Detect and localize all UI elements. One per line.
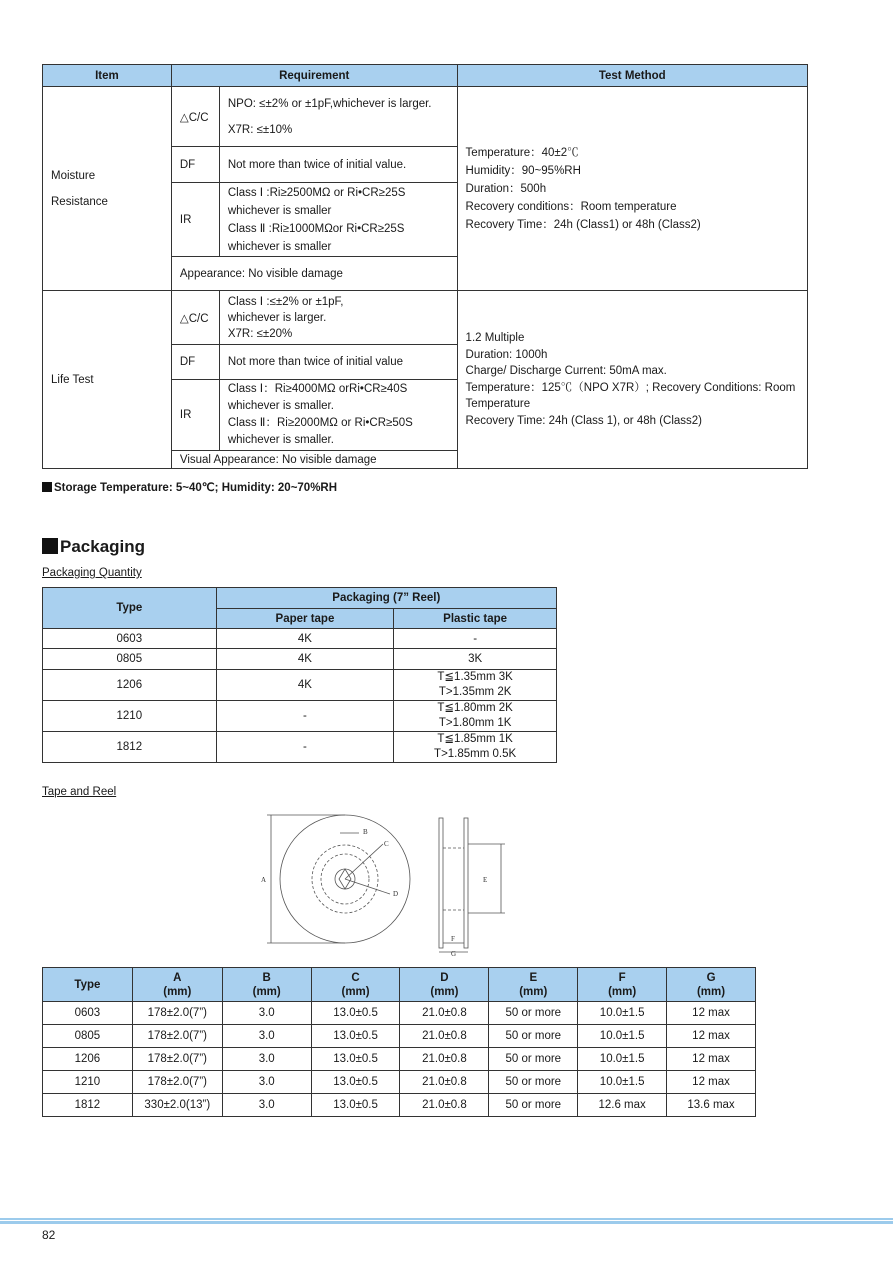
life-ir-label: IR — [171, 380, 219, 451]
dim-cell: 21.0±0.8 — [400, 1048, 489, 1071]
dim-header-type — [43, 968, 133, 1002]
dim-table-body — [43, 1002, 756, 1117]
table-row — [43, 701, 557, 732]
pack-cell-paper: 4K — [216, 670, 394, 701]
dim-cell: 13.0±0.5 — [311, 1002, 400, 1025]
dim-cell-type: 1812 — [43, 1094, 133, 1117]
bullet-square-icon — [42, 538, 58, 554]
plastic-line: T>1.85mm 0.5K — [434, 748, 517, 760]
label-e: E — [483, 876, 488, 884]
dim-header-name: F — [618, 971, 626, 984]
moisture-method-line: Duration：500h — [465, 182, 547, 195]
dim-cell: 21.0±0.8 — [400, 1094, 489, 1117]
dim-header-name: G — [706, 971, 716, 984]
label-f: F — [451, 935, 455, 943]
dim-header-name: E — [529, 971, 538, 984]
life-appearance: Visual Appearance: No visible damage — [171, 451, 457, 469]
dim-cell: 10.0±1.5 — [578, 1002, 667, 1025]
dim-header-name: Type — [74, 978, 101, 991]
table-row — [43, 1002, 756, 1025]
dim-cell-type: 0603 — [43, 1002, 133, 1025]
dim-cell: 10.0±1.5 — [578, 1048, 667, 1071]
dim-cell: 50 or more — [489, 1071, 578, 1094]
moisture-cc-line-2: X7R: ≤±10% — [227, 123, 293, 136]
dim-header — [667, 968, 756, 1002]
dim-cell: 12 max — [667, 1002, 756, 1025]
pack-cell-type: 1210 — [43, 701, 217, 732]
dim-cell: 13.0±0.5 — [311, 1094, 400, 1117]
table-row — [43, 649, 557, 670]
dim-cell-type: 0805 — [43, 1025, 133, 1048]
life-ir-line: Class Ⅱ：Ri≥2000MΩ or Ri•CR≥50S — [227, 417, 413, 429]
moisture-cc-value — [219, 87, 457, 147]
life-ir-value — [219, 380, 457, 451]
dim-cell: 10.0±1.5 — [578, 1025, 667, 1048]
moisture-ir-line: Class Ⅰ :Ri≥2500MΩ or Ri•CR≥25S — [227, 186, 406, 199]
moisture-ir-line: whichever is smaller — [227, 204, 332, 217]
packaging-heading — [42, 537, 145, 557]
dim-cell: 13.6 max — [667, 1094, 756, 1117]
life-cc-value — [219, 291, 457, 345]
moisture-ir-line: whichever is smaller — [227, 240, 332, 253]
dim-cell: 21.0±0.8 — [400, 1071, 489, 1094]
pack-header-paper: Paper tape — [216, 609, 394, 629]
pack-header-group: Packaging (7” Reel) — [216, 588, 556, 609]
plastic-line: T≦1.85mm 1K — [437, 733, 513, 745]
dim-header — [222, 968, 311, 1002]
dim-header-unit: (mm) — [341, 985, 370, 998]
life-ir-line: whichever is smaller. — [227, 400, 334, 412]
dim-header — [578, 968, 667, 1002]
reel-diagram — [255, 812, 515, 957]
side-flange-left — [439, 818, 443, 948]
dim-cell: 13.0±0.5 — [311, 1025, 400, 1048]
table-row — [43, 732, 557, 763]
storage-note — [42, 480, 337, 494]
moisture-ir-value — [219, 183, 457, 257]
dim-cell: 50 or more — [489, 1025, 578, 1048]
dim-cell: 50 or more — [489, 1094, 578, 1117]
pack-cell-plastic — [394, 701, 557, 732]
pack-cell-plastic: - — [394, 629, 557, 649]
dim-cell: 21.0±0.8 — [400, 1002, 489, 1025]
page-number: 82 — [42, 1228, 56, 1242]
dim-cell: 3.0 — [222, 1002, 311, 1025]
header-item: Item — [43, 65, 172, 87]
life-df-value: Not more than twice of initial value — [219, 345, 457, 380]
plastic-line: T>1.35mm 2K — [438, 686, 512, 698]
leader-c — [345, 844, 383, 879]
moisture-method-line: Humidity：90~95%RH — [465, 164, 581, 177]
packaging-quantity-label: Packaging Quantity — [42, 567, 142, 579]
dim-cell: 178±2.0(7”) — [132, 1002, 222, 1025]
dim-cell: 12 max — [667, 1048, 756, 1071]
dim-cell: 3.0 — [222, 1071, 311, 1094]
dim-cell-type: 1206 — [43, 1048, 133, 1071]
dim-cell-type: 1210 — [43, 1071, 133, 1094]
pack-cell-type: 0805 — [43, 649, 217, 670]
life-cc-line: Class Ⅰ :≤±2% or ±1pF, — [227, 295, 344, 308]
dim-header — [489, 968, 578, 1002]
dim-cell: 330±2.0(13”) — [132, 1094, 222, 1117]
dim-header-name: A — [173, 971, 182, 984]
dim-header — [400, 968, 489, 1002]
pack-header-plastic: Plastic tape — [394, 609, 557, 629]
plastic-line: T≦1.35mm 3K — [437, 671, 513, 683]
dim-cell: 13.0±0.5 — [311, 1071, 400, 1094]
life-method-line: Temperature：125℃（NPO X7R）; Recovery Conditions: Room — [465, 381, 796, 394]
life-cc-line: whichever is larger. — [227, 311, 327, 324]
dim-cell: 21.0±0.8 — [400, 1025, 489, 1048]
pack-cell-type: 0603 — [43, 629, 217, 649]
pack-header-type: Type — [43, 588, 217, 629]
plastic-line: T≦1.80mm 2K — [437, 702, 513, 714]
life-item-cell: Life Test — [43, 291, 172, 469]
life-cc-label: △C/C — [171, 291, 219, 345]
dim-cell: 13.0±0.5 — [311, 1048, 400, 1071]
table-row — [43, 670, 557, 701]
pack-cell-type: 1812 — [43, 732, 217, 763]
pack-cell-paper: - — [216, 701, 394, 732]
moisture-item-line-1: Moisture — [51, 169, 96, 182]
dim-cell: 3.0 — [222, 1048, 311, 1071]
pack-cell-plastic: 3K — [394, 649, 557, 670]
moisture-item-line-2: Resistance — [51, 195, 108, 208]
moisture-df-value: Not more than twice of initial value. — [219, 147, 457, 183]
table-row — [43, 1048, 756, 1071]
dim-cell: 3.0 — [222, 1025, 311, 1048]
table-row — [43, 1094, 756, 1117]
table-row — [43, 1071, 756, 1094]
moisture-method-line: Recovery Time：24h (Class1) or 48h (Class2) — [465, 218, 701, 231]
dim-header-unit: (mm) — [430, 985, 459, 998]
header-test-method: Test Method — [457, 65, 807, 87]
moisture-df-label: DF — [171, 147, 219, 183]
side-flange-right — [464, 818, 468, 948]
packaging-title: Packaging — [60, 537, 146, 556]
pack-cell-paper: 4K — [216, 629, 394, 649]
footer-bar-line — [0, 1221, 893, 1224]
dim-cell: 178±2.0(7”) — [132, 1048, 222, 1071]
dim-cell: 12 max — [667, 1025, 756, 1048]
label-a: A — [261, 876, 267, 884]
dim-cell: 10.0±1.5 — [578, 1071, 667, 1094]
test-table — [42, 64, 808, 469]
label-g: G — [451, 950, 457, 957]
tape-reel-label: Tape and Reel — [42, 786, 117, 798]
label-b: B — [363, 828, 368, 836]
life-df-label: DF — [171, 345, 219, 380]
life-method-line: Charge/ Discharge Current: 50mA max. — [465, 365, 667, 377]
dim-header — [132, 968, 222, 1002]
dim-header-unit: (mm) — [608, 985, 637, 998]
storage-text: Storage Temperature: 5~40℃; Humidity: 20~70%RH — [54, 482, 338, 494]
dim-header — [311, 968, 400, 1002]
life-ir-line: Class Ⅰ：Ri≥4000MΩ orRi•CR≥40S — [227, 383, 408, 395]
dim-cell: 12.6 max — [578, 1094, 667, 1117]
dim-header-unit: (mm) — [163, 985, 192, 998]
table-row — [43, 1025, 756, 1048]
pack-cell-paper: 4K — [216, 649, 394, 670]
life-ir-line: whichever is smaller. — [227, 434, 334, 446]
dim-header-unit: (mm) — [252, 985, 281, 998]
dim-cell: 178±2.0(7”) — [132, 1025, 222, 1048]
moisture-cc-line-1: NPO: ≤±2% or ±1pF,whichever is larger. — [227, 97, 432, 110]
label-d: D — [393, 890, 399, 898]
dim-header-name: C — [351, 971, 360, 984]
moisture-appearance: Appearance: No visible damage — [171, 257, 457, 291]
footer-bar-line — [0, 1218, 893, 1220]
life-cc-line: X7R: ≤±20% — [227, 327, 293, 340]
packaging-table — [42, 587, 557, 763]
dim-header-name: B — [262, 971, 271, 984]
dim-cell: 50 or more — [489, 1002, 578, 1025]
dim-header-unit: (mm) — [519, 985, 548, 998]
moisture-method-line: Temperature：40±2℃ — [465, 146, 579, 159]
moisture-method-line: Recovery conditions：Room temperature — [465, 200, 677, 213]
table-row — [43, 629, 557, 649]
pack-cell-paper: - — [216, 732, 394, 763]
moisture-method-cell — [457, 87, 807, 291]
moisture-ir-line: Class Ⅱ :Ri≥1000MΩor Ri•CR≥25S — [227, 222, 405, 235]
label-c: C — [384, 840, 389, 848]
life-method-line: Temperature — [465, 398, 531, 410]
life-method-line: Recovery Time: 24h (Class 1), or 48h (Class2) — [465, 414, 703, 427]
pack-cell-plastic — [394, 670, 557, 701]
moisture-item-cell — [43, 87, 172, 291]
dim-cell: 12 max — [667, 1071, 756, 1094]
dim-header-name: D — [440, 971, 449, 984]
dim-cell: 178±2.0(7”) — [132, 1071, 222, 1094]
bullet-square-icon — [42, 482, 52, 492]
plastic-line: T>1.80mm 1K — [438, 717, 512, 729]
life-method-line: 1.2 Multiple — [465, 332, 525, 344]
footer-bar — [0, 1218, 893, 1224]
pack-cell-plastic — [394, 732, 557, 763]
moisture-cc-label: △C/C — [171, 87, 219, 147]
moisture-ir-label: IR — [171, 183, 219, 257]
dim-cell: 3.0 — [222, 1094, 311, 1117]
dim-header-unit: (mm) — [696, 985, 726, 998]
tape-reel-table — [42, 967, 756, 1117]
life-method-cell — [457, 291, 807, 469]
pack-cell-type: 1206 — [43, 670, 217, 701]
dim-cell: 50 or more — [489, 1048, 578, 1071]
life-method-line: Duration: 1000h — [465, 348, 548, 361]
header-requirement: Requirement — [171, 65, 457, 87]
